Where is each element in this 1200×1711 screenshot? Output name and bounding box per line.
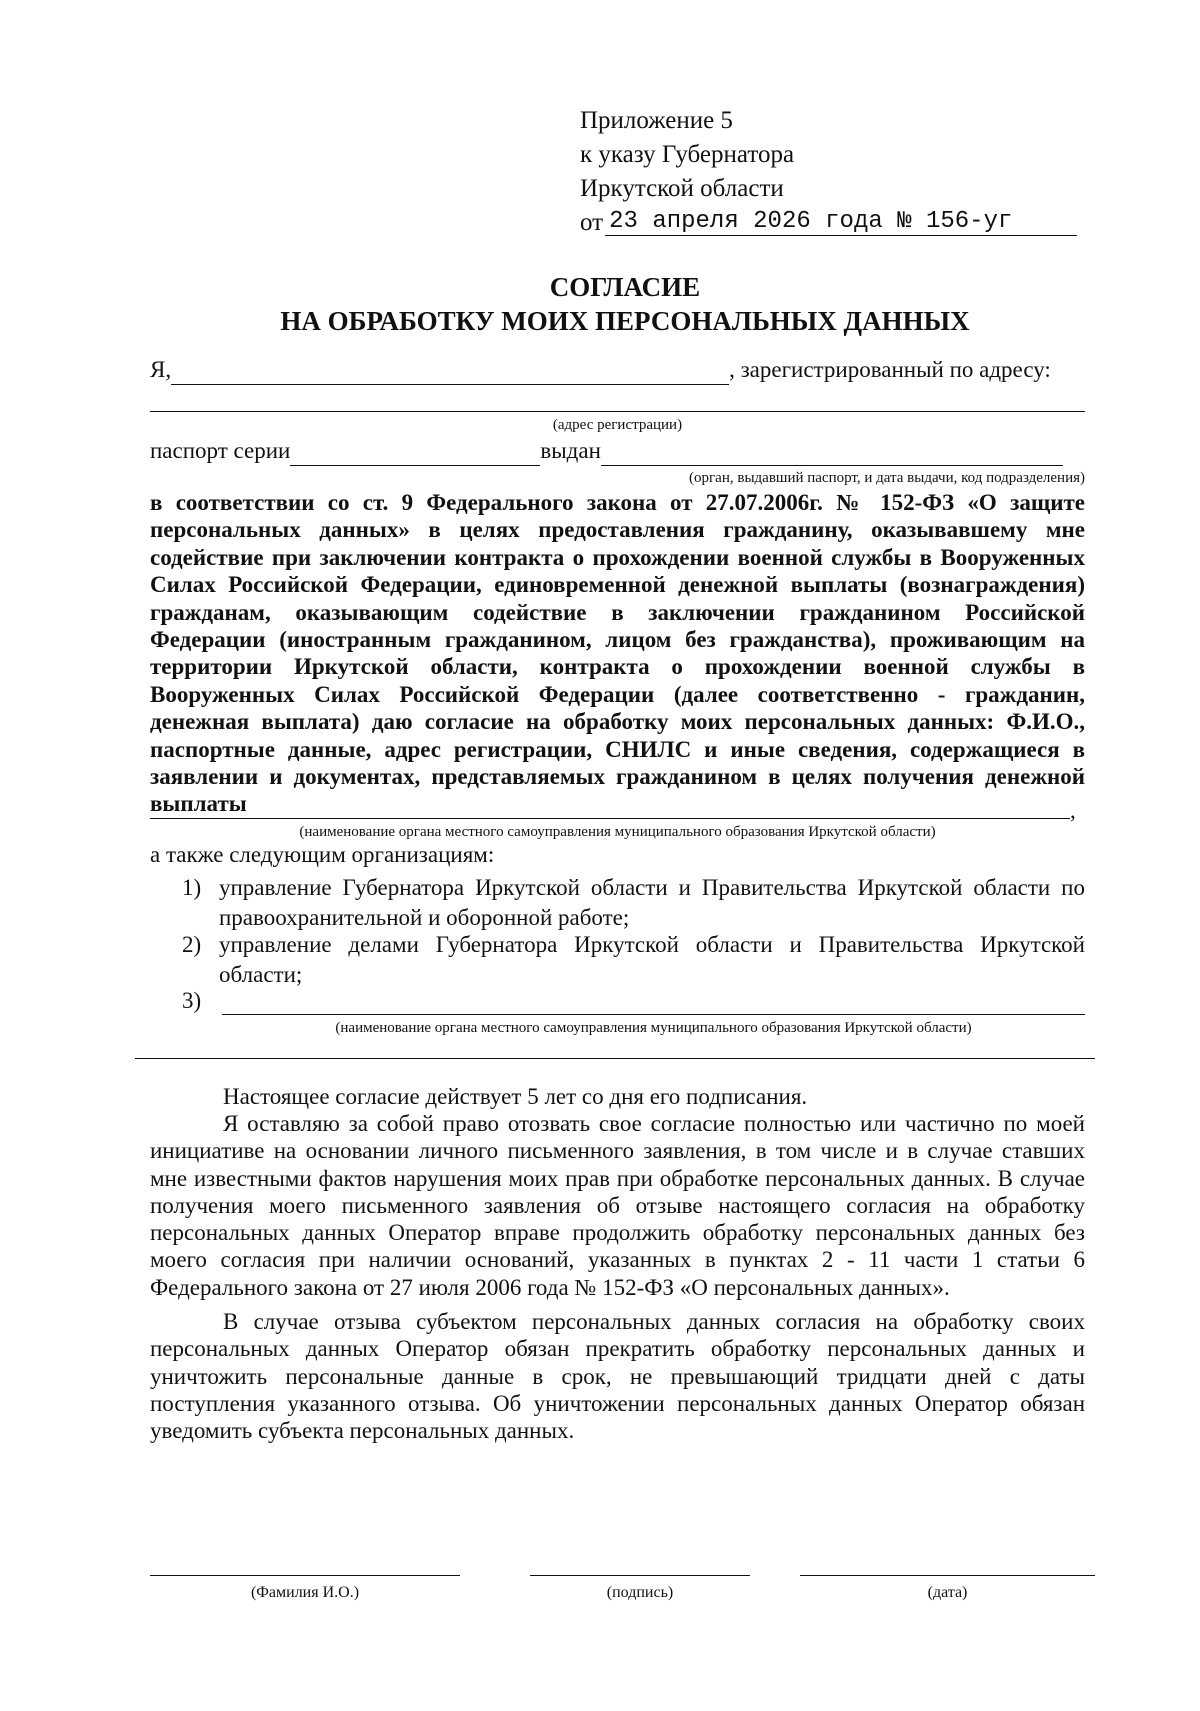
validity-text: Настоящее согласие действует 5 лет со дня его подписания. (223, 1084, 808, 1109)
organ-comma: , (1070, 798, 1076, 823)
list-item-number: 2) (182, 932, 202, 957)
revoke-paragraph: Я оставляю за собой право отозвать свое согласие полностью или частично по моей инициативе на основании личного письменного заявления, в том числе и в случае ставших мне известными фактов нарушения моих прав при обработке персональных данных. В случае получения моего письменного заявления об отзыве настоящего согласия на обработку персональных данных Оператор вправе продолжить обработку персональных данных без моего согласия при наличии оснований, указанных в пунктах 2 - 11 части 1 статьи 6 Федерального закона от 27 июля 2006 года № 152-ФЗ «О персональных данных». (150, 1111, 1085, 1300)
org-3-field[interactable] (222, 1014, 1085, 1015)
list-item-text (219, 986, 1085, 1016)
issuer-note: (орган, выдавший паспорт, и дата выдачи, код подразделения) (689, 470, 1085, 486)
list-item (182, 873, 1085, 933)
list-item (182, 986, 1085, 1016)
list-item-number: 1) (182, 875, 202, 900)
full-name-field[interactable] (171, 360, 729, 385)
annex-date-line (580, 206, 1080, 240)
date-caption: (дата) (927, 1584, 968, 1601)
consent-paragraph: в соответствии со ст. 9 Федерального закона от 27.07.2006г. № 152-ФЗ «О защите персональных данных» в целях предоставления гражданину, оказывавшему мне содействие при заключении контракта о прохождении военной службы в Вооруженных Силах Российской Федерации, единовременной денежной выплаты (вознаграждения) гражданам, оказывающим содействие в заключении гражданином Российской Федерации (иностранным гражданином, лицом без гражданства), проживающим на территории Иркутской области, контракта о прохождении военной службы в Вооруженных Силах Российской Федерации (далее соответственно - гражданин, денежная выплата) даю согласие на обработку моих персональных данных: Ф.И.О., паспортные данные, адрес регистрации, СНИЛС и иные сведения, содержащиеся в заявлении и документах, представляемых гражданином в целях получения денежной выплаты (150, 490, 1085, 817)
address-field[interactable] (150, 411, 1085, 412)
passport-series-label: паспорт серии (150, 438, 291, 463)
annex-block (580, 104, 1080, 240)
annex-line-2: к указу Губернатора (580, 141, 795, 168)
name-caption: (Фамилия И.О.) (250, 1584, 360, 1601)
passport-series-field[interactable] (290, 441, 540, 466)
list-item-number: 3) (182, 988, 202, 1013)
divider-line (135, 1058, 1095, 1059)
annex-line-3: Иркутской области (580, 175, 784, 202)
ya-label: Я, (150, 357, 172, 382)
annex-line-1: Приложение 5 (580, 107, 733, 134)
municipal-organ-note: (наименование органа местного самоуправления муниципального образования Иркутской области) (299, 824, 936, 840)
withdrawal-paragraph: В случае отзыва субъектом персональных данных согласия на обработку своих персональных данных Оператор обязан прекратить обработку персональных данных и уничтожить персональные данные в срок, не превышающий тридцати дней с даты поступления указанного отзыва. Об уничтожении персональных данных Оператор обязан уведомить субъекта персональных данных. (150, 1309, 1085, 1444)
list-item (182, 930, 1085, 990)
signature-caption: (подпись) (606, 1584, 674, 1601)
annex-date-prefix: от (580, 209, 604, 236)
issued-label: выдан (540, 438, 601, 463)
registered-label: , зарегистрированный по адресу: (729, 357, 1051, 382)
date-signature-field[interactable] (800, 1575, 1095, 1576)
address-note: (адрес регистрации) (552, 417, 683, 433)
org-3-note: (наименование органа местного самоуправления муниципального образования Иркутской области) (335, 1020, 972, 1036)
name-signature-field[interactable] (150, 1575, 460, 1576)
municipal-organ-field[interactable] (150, 818, 1070, 819)
also-orgs-label: а также следующим организациям: (150, 842, 495, 867)
issuer-field[interactable] (601, 441, 1063, 466)
signature-field[interactable] (530, 1575, 750, 1576)
annex-date-value: 23 апреля 2026 года № 156-уг (605, 209, 1077, 236)
name-row (150, 355, 1051, 385)
list-item-text: управление Губернатора Иркутской области и Правительства Иркутской области по правоохранительной и оборонной работе; (219, 875, 1085, 930)
list-item-text: управление делами Губернатора Иркутской области и Правительства Иркутской области; (219, 932, 1085, 987)
document-title-line-2: НА ОБРАБОТКУ МОИХ ПЕРСОНАЛЬНЫХ ДАННЫХ (280, 306, 970, 336)
passport-row (150, 436, 1063, 466)
document-title-line-1: СОГЛАСИЕ (549, 272, 701, 302)
